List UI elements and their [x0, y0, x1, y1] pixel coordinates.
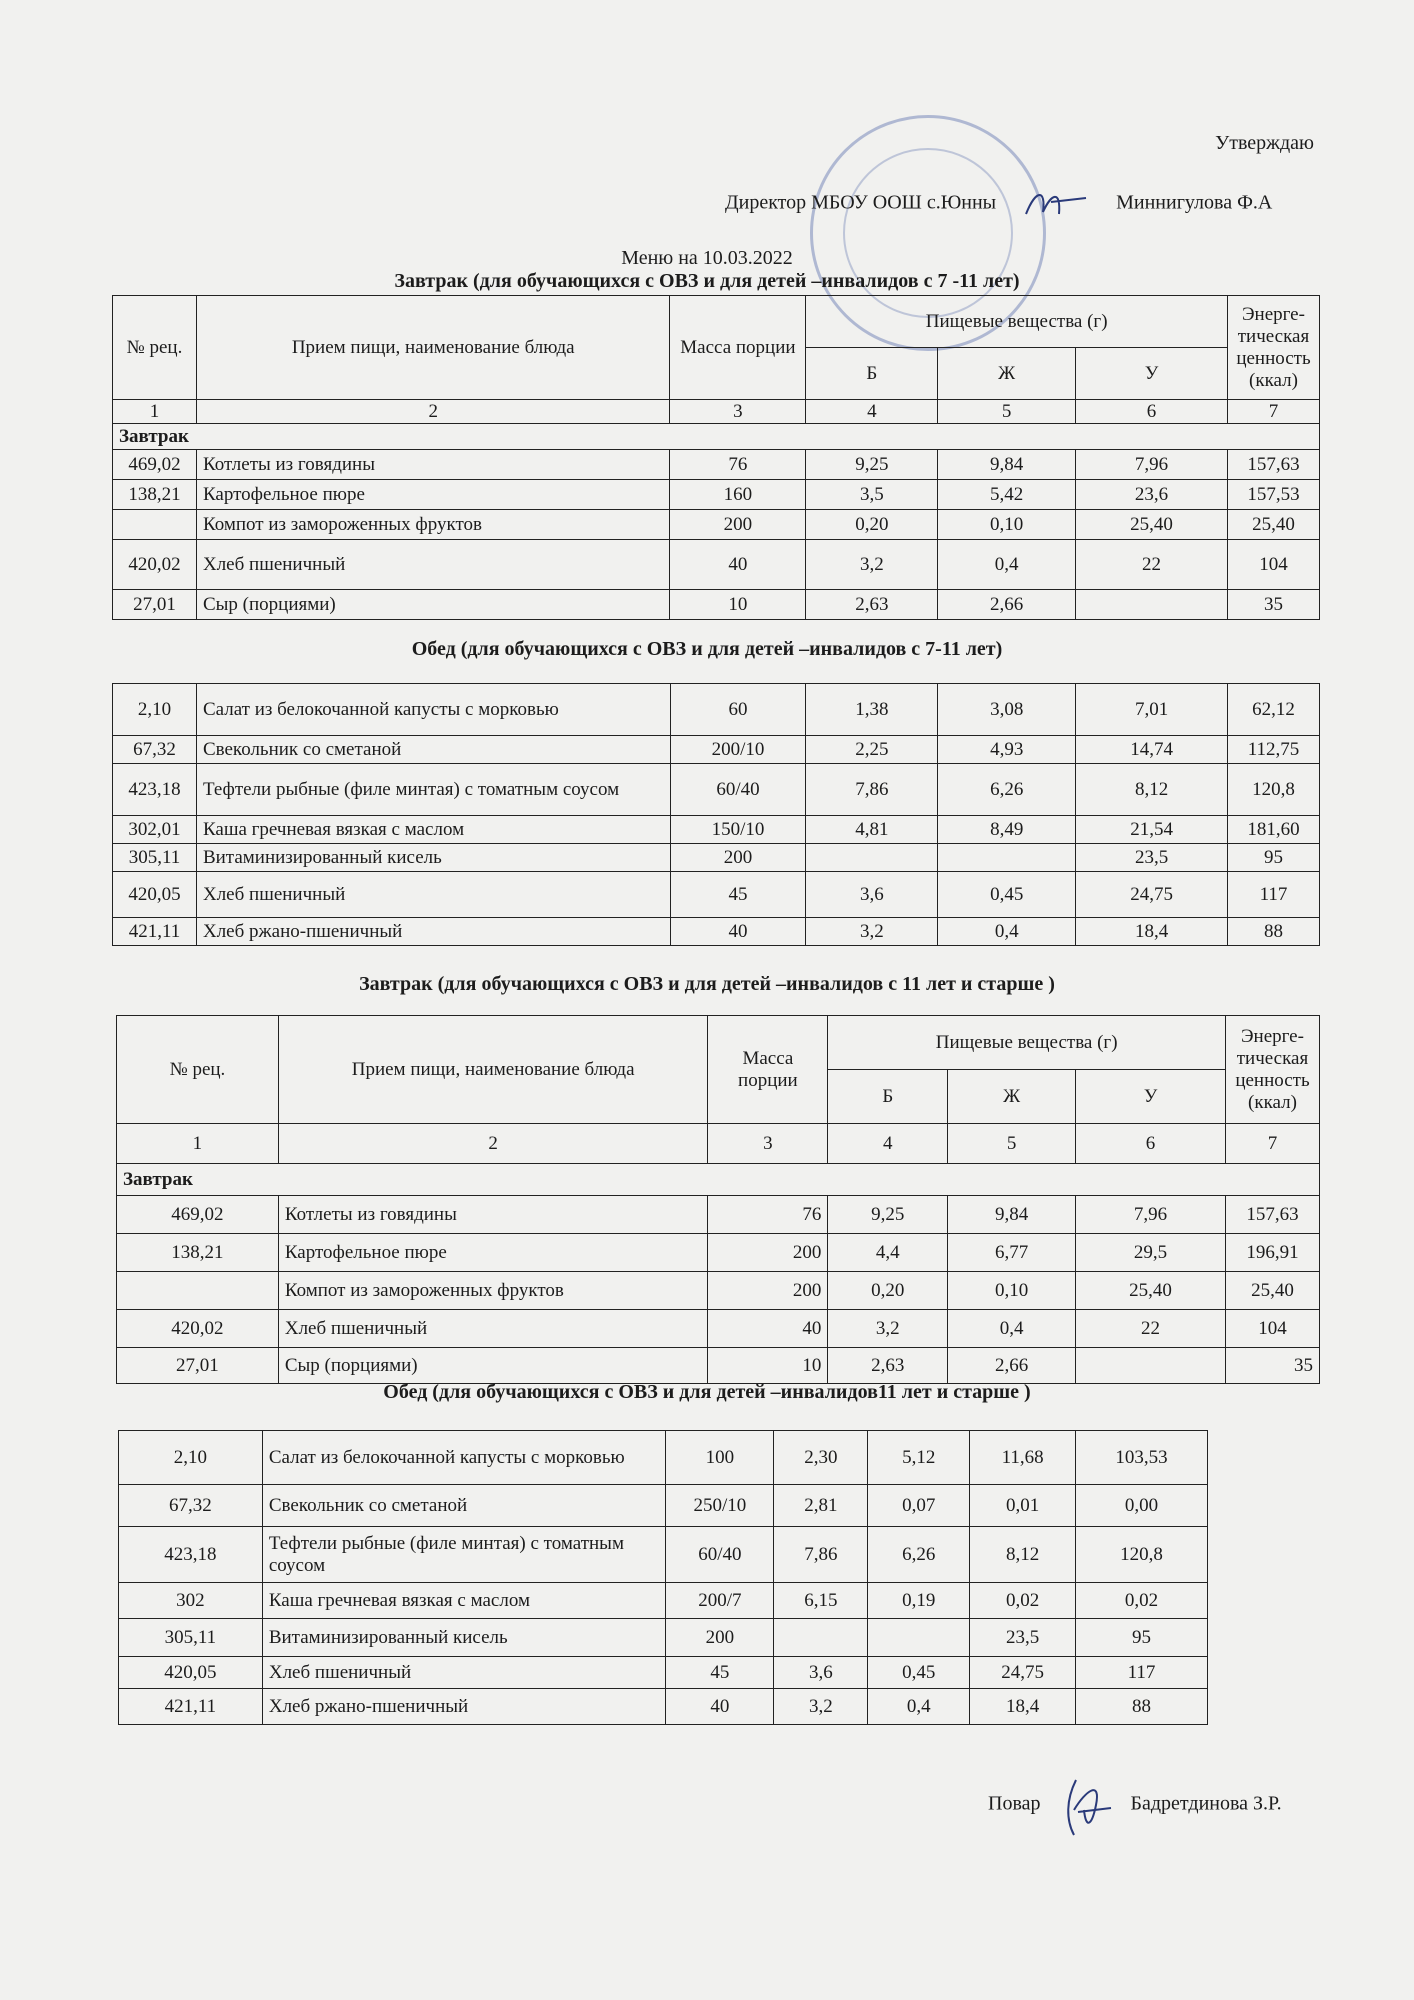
rec-cell: 420,02	[113, 540, 197, 590]
column-header-u: У	[1076, 1070, 1226, 1124]
carb-cell: 7,96	[1076, 1196, 1226, 1234]
fat-cell: 3,08	[938, 684, 1076, 736]
carb-cell: 23,5	[1076, 844, 1228, 872]
protein-cell: 4,4	[828, 1234, 948, 1272]
mass-cell: 10	[708, 1348, 828, 1384]
kcal-cell: 120,8	[1228, 764, 1320, 816]
menu-table	[112, 295, 1320, 620]
meal-label: Завтрак	[113, 424, 1320, 450]
carb-cell: 7,96	[1076, 450, 1228, 480]
kcal-cell: 181,60	[1228, 816, 1320, 844]
section-title: Обед (для обучающихся с ОВЗ и для детей –инвалидов11 лет и старше )	[383, 1381, 1031, 1403]
table-row	[113, 684, 1320, 736]
rec-cell: 302	[119, 1583, 263, 1619]
fat-cell: 0,4	[938, 918, 1076, 946]
kcal-cell: 0,02	[1076, 1583, 1208, 1619]
rec-cell: 421,11	[113, 918, 197, 946]
section-title: Завтрак (для обучающихся с ОВЗ и для детей –инвалидов с 11 лет и старше )	[359, 973, 1055, 995]
table-row	[117, 1272, 1320, 1310]
carb-cell: 22	[1076, 1310, 1226, 1348]
table-row	[119, 1689, 1208, 1725]
carb-cell: 23,5	[970, 1619, 1076, 1657]
rec-cell: 27,01	[113, 590, 197, 620]
table-row	[119, 1619, 1208, 1657]
kcal-cell: 112,75	[1228, 736, 1320, 764]
table-row	[113, 844, 1320, 872]
fat-cell: 2,66	[938, 590, 1076, 620]
table-row	[113, 918, 1320, 946]
carb-cell: 7,01	[1076, 684, 1228, 736]
mass-cell: 200	[708, 1234, 828, 1272]
mass-cell: 60/40	[666, 1527, 774, 1583]
rec-cell	[117, 1272, 279, 1310]
mass-cell: 60/40	[670, 764, 806, 816]
table-row	[119, 1657, 1208, 1689]
rec-cell: 2,10	[113, 684, 197, 736]
fat-cell: 5,42	[938, 480, 1076, 510]
protein-cell: 7,86	[774, 1527, 868, 1583]
fat-cell: 6,77	[948, 1234, 1076, 1272]
column-header-nutrients: Пищевые вещества (г)	[806, 296, 1228, 348]
fat-cell: 0,4	[948, 1310, 1076, 1348]
section-title: Обед (для обучающихся с ОВЗ и для детей –инвалидов с 7-11 лет)	[411, 638, 1003, 660]
kcal-cell: 196,91	[1225, 1234, 1319, 1272]
meal-label: Завтрак	[117, 1164, 1320, 1196]
column-number: 3	[670, 400, 806, 424]
mass-cell: 45	[666, 1657, 774, 1689]
dish-cell: Витаминизированный кисель	[196, 844, 670, 872]
table-row	[119, 1485, 1208, 1527]
table-row	[113, 450, 1320, 480]
kcal-cell: 95	[1228, 844, 1320, 872]
fat-cell: 0,10	[948, 1272, 1076, 1310]
dish-cell: Салат из белокочанной капусты с морковью	[196, 684, 670, 736]
carb-cell: 29,5	[1076, 1234, 1226, 1272]
dish-cell: Картофельное пюре	[278, 1234, 708, 1272]
carb-cell: 18,4	[970, 1689, 1076, 1725]
kcal-cell: 0,00	[1076, 1485, 1208, 1527]
table-row	[113, 872, 1320, 918]
mass-cell: 100	[666, 1431, 774, 1485]
dish-cell: Компот из замороженных фруктов	[278, 1272, 708, 1310]
fat-cell: 0,19	[868, 1583, 970, 1619]
mass-cell: 40	[666, 1689, 774, 1725]
kcal-cell: 25,40	[1225, 1272, 1319, 1310]
rec-cell: 469,02	[117, 1196, 279, 1234]
carb-cell: 0,02	[970, 1583, 1076, 1619]
protein-cell	[806, 844, 938, 872]
column-header-u: У	[1076, 348, 1228, 400]
dish-cell: Свекольник со сметаной	[196, 736, 670, 764]
mass-cell: 45	[670, 872, 806, 918]
protein-cell: 9,25	[806, 450, 938, 480]
table-row	[113, 480, 1320, 510]
kcal-cell: 157,63	[1225, 1196, 1319, 1234]
menu-title: Меню на 10.03.2022	[621, 247, 793, 269]
dish-cell: Сыр (порциями)	[278, 1348, 708, 1384]
carb-cell: 25,40	[1076, 1272, 1226, 1310]
column-number: 4	[828, 1124, 948, 1164]
dish-cell: Тефтели рыбные (филе минтая) с томатным соусом	[262, 1527, 666, 1583]
fat-cell: 9,84	[938, 450, 1076, 480]
table-row	[117, 1310, 1320, 1348]
column-number: 1	[113, 400, 197, 424]
rec-cell: 423,18	[113, 764, 197, 816]
dish-cell: Хлеб пшеничный	[196, 540, 670, 590]
dish-cell: Витаминизированный кисель	[262, 1619, 666, 1657]
protein-cell: 3,2	[806, 918, 938, 946]
dish-cell: Каша гречневая вязкая с маслом	[262, 1583, 666, 1619]
dish-cell: Картофельное пюре	[196, 480, 670, 510]
dish-cell: Хлеб пшеничный	[196, 872, 670, 918]
column-number: 4	[806, 400, 938, 424]
kcal-cell: 104	[1227, 540, 1319, 590]
column-header-rec: № рец.	[117, 1016, 279, 1124]
protein-cell: 9,25	[828, 1196, 948, 1234]
column-header-b: Б	[806, 348, 938, 400]
dish-cell: Тефтели рыбные (филе минтая) с томатным соусом	[196, 764, 670, 816]
mass-cell: 200	[670, 844, 806, 872]
kcal-cell: 117	[1228, 872, 1320, 918]
carb-cell	[1076, 590, 1228, 620]
column-header-b: Б	[828, 1070, 948, 1124]
protein-cell: 3,6	[774, 1657, 868, 1689]
rec-cell: 420,05	[113, 872, 197, 918]
mass-cell: 200	[670, 510, 806, 540]
fat-cell: 8,49	[938, 816, 1076, 844]
rec-cell: 138,21	[117, 1234, 279, 1272]
protein-cell: 2,63	[806, 590, 938, 620]
section-title: Завтрак (для обучающихся с ОВЗ и для детей –инвалидов с 7 -11 лет)	[394, 270, 1020, 292]
fat-cell: 0,45	[868, 1657, 970, 1689]
column-header-energy: Энерге-тическая ценность (ккал)	[1225, 1016, 1319, 1124]
carb-cell: 25,40	[1076, 510, 1228, 540]
fat-cell: 0,10	[938, 510, 1076, 540]
dish-cell: Котлеты из говядины	[278, 1196, 708, 1234]
protein-cell: 3,2	[828, 1310, 948, 1348]
rec-cell: 302,01	[113, 816, 197, 844]
column-number: 1	[117, 1124, 279, 1164]
mass-cell: 200/10	[670, 736, 806, 764]
table-row	[113, 816, 1320, 844]
director-line	[725, 184, 1272, 224]
mass-cell: 40	[670, 918, 806, 946]
protein-cell: 4,81	[806, 816, 938, 844]
rec-cell: 469,02	[113, 450, 197, 480]
column-header-zh: Ж	[948, 1070, 1076, 1124]
column-header-meal: Прием пищи, наименование блюда	[196, 296, 670, 400]
rec-cell: 138,21	[113, 480, 197, 510]
protein-cell: 1,38	[806, 684, 938, 736]
column-number: 3	[708, 1124, 828, 1164]
rec-cell: 420,02	[117, 1310, 279, 1348]
table-row	[119, 1583, 1208, 1619]
dish-cell: Хлеб пшеничный	[278, 1310, 708, 1348]
director-signature	[1021, 184, 1091, 224]
fat-cell: 0,45	[938, 872, 1076, 918]
protein-cell: 0,20	[806, 510, 938, 540]
dish-cell: Свекольник со сметаной	[262, 1485, 666, 1527]
dish-cell: Хлеб ржано-пшеничный	[196, 918, 670, 946]
rec-cell: 67,32	[113, 736, 197, 764]
cook-label: Повар	[988, 1792, 1041, 1815]
cook-line	[988, 1770, 1282, 1840]
kcal-cell: 103,53	[1076, 1431, 1208, 1485]
kcal-cell: 157,53	[1227, 480, 1319, 510]
dish-cell: Котлеты из говядины	[196, 450, 670, 480]
table-row	[117, 1196, 1320, 1234]
protein-cell: 3,5	[806, 480, 938, 510]
fat-cell: 2,66	[948, 1348, 1076, 1384]
rec-cell: 423,18	[119, 1527, 263, 1583]
mass-cell: 200	[708, 1272, 828, 1310]
kcal-cell: 120,8	[1076, 1527, 1208, 1583]
table-row	[117, 1234, 1320, 1272]
carb-cell: 14,74	[1076, 736, 1228, 764]
carb-cell: 24,75	[970, 1657, 1076, 1689]
rec-cell: 2,10	[119, 1431, 263, 1485]
column-header-rec: № рец.	[113, 296, 197, 400]
kcal-cell: 117	[1076, 1657, 1208, 1689]
menu-table	[116, 1015, 1320, 1384]
carb-cell: 24,75	[1076, 872, 1228, 918]
director-name: Миннигулова Ф.А	[1116, 191, 1273, 214]
rec-cell: 305,11	[113, 844, 197, 872]
fat-cell: 0,4	[938, 540, 1076, 590]
fat-cell	[938, 844, 1076, 872]
kcal-cell: 95	[1076, 1619, 1208, 1657]
kcal-cell: 88	[1076, 1689, 1208, 1725]
kcal-cell: 157,63	[1227, 450, 1319, 480]
protein-cell: 3,2	[774, 1689, 868, 1725]
table-row	[113, 590, 1320, 620]
rec-cell: 27,01	[117, 1348, 279, 1384]
column-number: 7	[1225, 1124, 1319, 1164]
fat-cell: 5,12	[868, 1431, 970, 1485]
mass-cell: 60	[670, 684, 806, 736]
carb-cell: 8,12	[1076, 764, 1228, 816]
table-row	[113, 736, 1320, 764]
column-number: 5	[938, 400, 1076, 424]
cook-signature	[1056, 1770, 1116, 1840]
protein-cell	[774, 1619, 868, 1657]
carb-cell: 0,01	[970, 1485, 1076, 1527]
protein-cell: 2,30	[774, 1431, 868, 1485]
dish-cell: Сыр (порциями)	[196, 590, 670, 620]
rec-cell: 421,11	[119, 1689, 263, 1725]
dish-cell: Хлеб пшеничный	[262, 1657, 666, 1689]
protein-cell: 0,20	[828, 1272, 948, 1310]
kcal-cell: 104	[1225, 1310, 1319, 1348]
rec-cell: 67,32	[119, 1485, 263, 1527]
mass-cell: 40	[708, 1310, 828, 1348]
mass-cell: 150/10	[670, 816, 806, 844]
column-header-energy: Энерге-тическая ценность (ккал)	[1227, 296, 1319, 400]
carb-cell: 22	[1076, 540, 1228, 590]
kcal-cell: 88	[1228, 918, 1320, 946]
column-header-meal: Прием пищи, наименование блюда	[278, 1016, 708, 1124]
kcal-cell: 25,40	[1227, 510, 1319, 540]
rec-cell: 305,11	[119, 1619, 263, 1657]
column-number: 7	[1227, 400, 1319, 424]
fat-cell	[868, 1619, 970, 1657]
column-header-mass: Масса порции	[708, 1016, 828, 1124]
carb-cell: 18,4	[1076, 918, 1228, 946]
table-row	[113, 764, 1320, 816]
fat-cell: 6,26	[938, 764, 1076, 816]
mass-cell: 200	[666, 1619, 774, 1657]
mass-cell: 40	[670, 540, 806, 590]
mass-cell: 250/10	[666, 1485, 774, 1527]
carb-cell: 23,6	[1076, 480, 1228, 510]
dish-cell: Салат из белокочанной капусты с морковью	[262, 1431, 666, 1485]
fat-cell: 6,26	[868, 1527, 970, 1583]
mass-cell: 10	[670, 590, 806, 620]
carb-cell: 11,68	[970, 1431, 1076, 1485]
column-number: 5	[948, 1124, 1076, 1164]
dish-cell: Каша гречневая вязкая с маслом	[196, 816, 670, 844]
protein-cell: 7,86	[806, 764, 938, 816]
fat-cell: 4,93	[938, 736, 1076, 764]
table-row	[113, 540, 1320, 590]
approve-label: Утверждаю	[1215, 132, 1314, 154]
column-number: 2	[196, 400, 670, 424]
dish-cell: Хлеб ржано-пшеничный	[262, 1689, 666, 1725]
carb-cell: 21,54	[1076, 816, 1228, 844]
rec-cell: 420,05	[119, 1657, 263, 1689]
mass-cell: 200/7	[666, 1583, 774, 1619]
mass-cell: 76	[670, 450, 806, 480]
mass-cell: 160	[670, 480, 806, 510]
protein-cell: 2,25	[806, 736, 938, 764]
protein-cell: 3,2	[806, 540, 938, 590]
protein-cell: 2,63	[828, 1348, 948, 1384]
protein-cell: 2,81	[774, 1485, 868, 1527]
director-title: Директор МБОУ ООШ с.Юнны	[725, 191, 997, 214]
column-number: 6	[1076, 400, 1228, 424]
cook-name: Бадретдинова З.Р.	[1130, 1792, 1282, 1815]
column-number: 6	[1076, 1124, 1226, 1164]
protein-cell: 6,15	[774, 1583, 868, 1619]
column-number: 2	[278, 1124, 708, 1164]
table-row	[119, 1527, 1208, 1583]
menu-table	[112, 683, 1320, 946]
column-header-nutrients: Пищевые вещества (г)	[828, 1016, 1226, 1070]
fat-cell: 0,4	[868, 1689, 970, 1725]
kcal-cell: 35	[1227, 590, 1319, 620]
kcal-cell: 35	[1225, 1348, 1319, 1384]
rec-cell	[113, 510, 197, 540]
table-row	[117, 1348, 1320, 1384]
menu-table	[118, 1430, 1208, 1725]
mass-cell: 76	[708, 1196, 828, 1234]
kcal-cell: 62,12	[1228, 684, 1320, 736]
carb-cell: 8,12	[970, 1527, 1076, 1583]
carb-cell	[1076, 1348, 1226, 1384]
column-header-zh: Ж	[938, 348, 1076, 400]
column-header-mass: Масса порции	[670, 296, 806, 400]
table-row	[113, 510, 1320, 540]
table-row	[119, 1431, 1208, 1485]
dish-cell: Компот из замороженных фруктов	[196, 510, 670, 540]
fat-cell: 9,84	[948, 1196, 1076, 1234]
fat-cell: 0,07	[868, 1485, 970, 1527]
protein-cell: 3,6	[806, 872, 938, 918]
